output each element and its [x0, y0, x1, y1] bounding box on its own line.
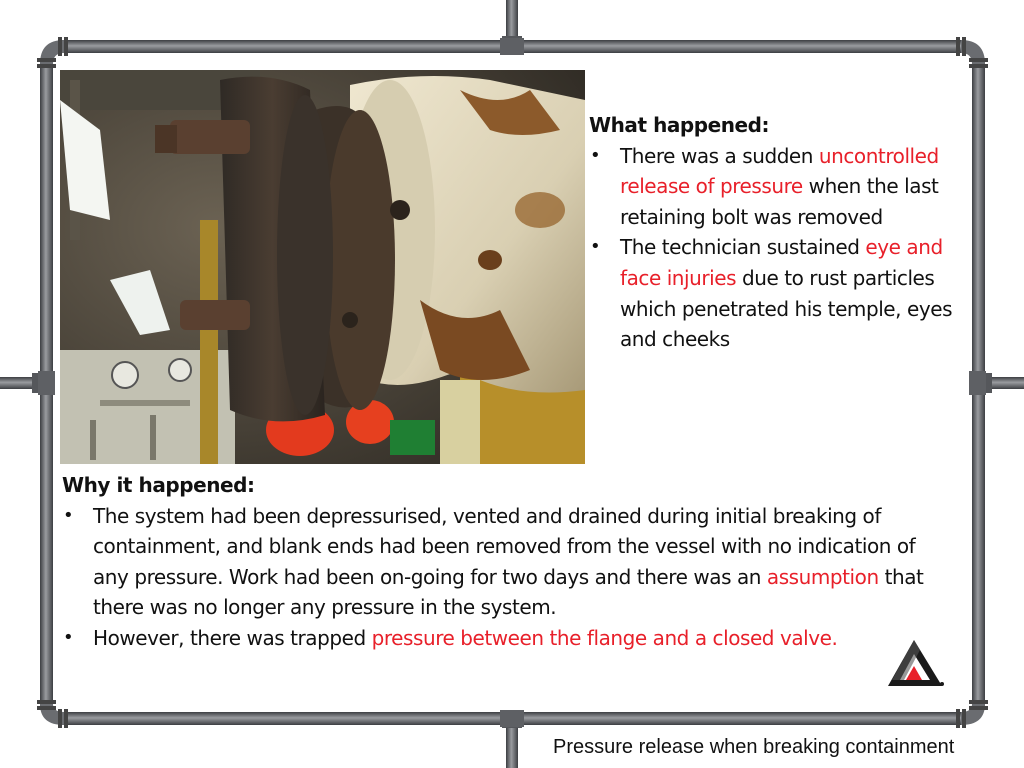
list-item: • The technician sustained eye and face injuries due to rust particles which penetrated his temple, eyes and cheeks — [589, 232, 974, 354]
list-item: • However, there was trapped pressure between the flange and a closed valve. — [62, 623, 962, 654]
what-happened-section — [589, 110, 974, 355]
slide-footer-title: Pressure release when breaking containment — [553, 736, 955, 758]
company-logo-icon — [884, 636, 946, 688]
why-happened-list — [62, 501, 962, 654]
list-item: • There was a sudden uncontrolled release of pressure when the last retaining bolt was removed — [589, 141, 974, 233]
highlight-text: uncontrolled release of pressure — [620, 143, 939, 199]
highlight-text: eye and face injuries — [620, 235, 943, 290]
list-item: • The system had been depressurised, vented and drained during initial breaking of containment, and blank ends had been removed from the vessel with no indication of any pressure. Work had been on-going for two days and there was an assumption that there was no longer any pressure in the system. — [62, 501, 953, 623]
what-happened-list — [589, 141, 974, 355]
rusted-flange-photo — [60, 70, 585, 464]
highlight-text: assumption — [766, 564, 879, 589]
highlight-text: pressure between the flange and a closed valve. — [371, 625, 838, 650]
why-happened-heading: Why it happened: — [62, 473, 255, 497]
why-happened-section — [62, 470, 962, 654]
what-happened-heading: What happened: — [589, 113, 770, 137]
